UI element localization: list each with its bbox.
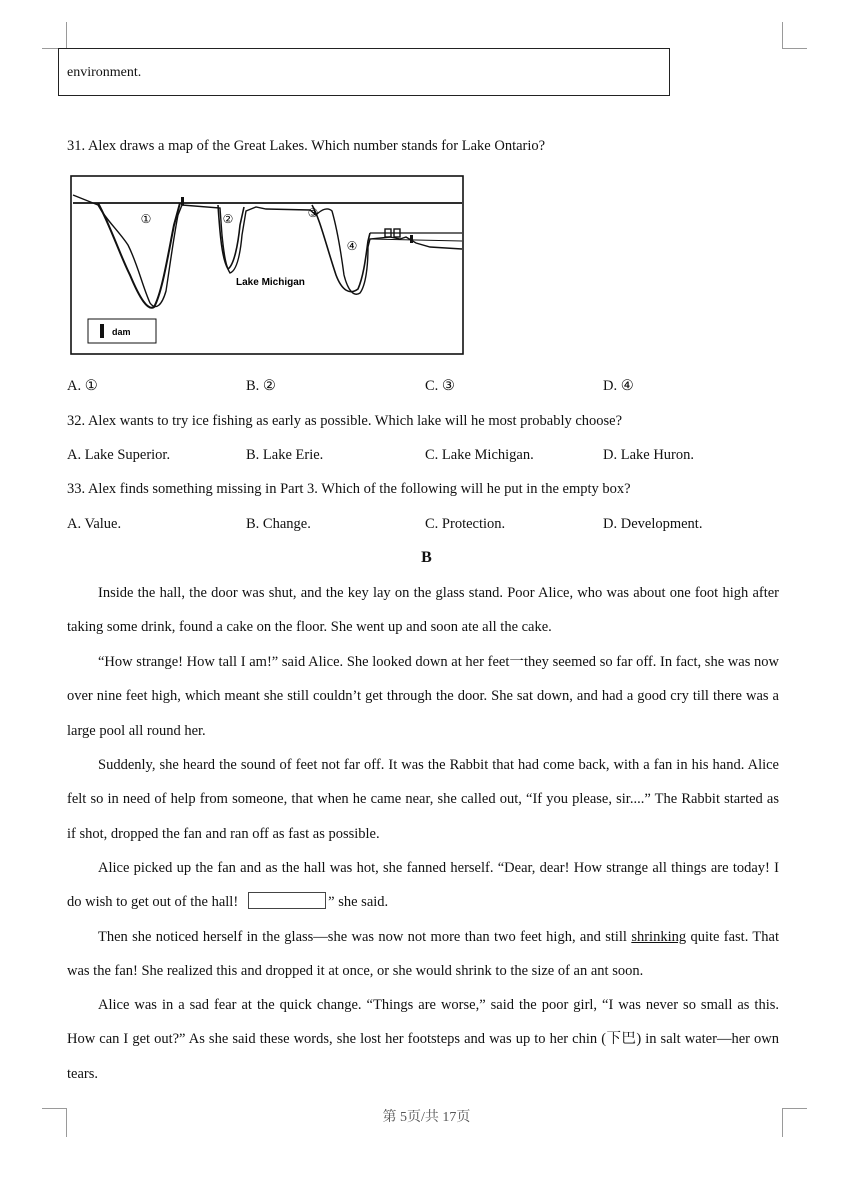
q32-option-d: D. Lake Huron. — [603, 447, 695, 463]
map-label-4: ④ — [346, 239, 358, 253]
map-label-3: ③ — [307, 206, 319, 220]
underlined-word-shrinking: shrinking — [631, 929, 687, 945]
paragraph-4-text-after: ” she said. — [328, 894, 389, 911]
q31-option-d: D. ④ — [603, 378, 634, 394]
answer-blank-box — [248, 892, 326, 909]
q31-option-c: C. ③ — [425, 378, 455, 394]
map-label-2: ② — [222, 212, 234, 226]
question-31: 31. Alex draws a map of the Great Lakes. Which number stands for Lake Ontario? — [67, 138, 546, 154]
q31-option-a: A. ① — [67, 378, 98, 394]
paragraph-5-text-after: quite fast. That was the fan! She realized this and dropped it at once, or she would shrink to the size of an ant soon. — [67, 929, 779, 980]
passage-paragraph-6: Alice was in a sad fear at the quick change. “Things are worse,” said the poor girl, “I was never so small as this. How can I get out?” As she said these words, she lost her footsteps and was up to her chin (下巴) in salt water—her own tears. — [67, 997, 779, 1082]
text-box-previous — [58, 48, 670, 96]
page-footer: 第 5页/共 17页 — [382, 1110, 471, 1125]
passage-paragraph-4 — [67, 851, 779, 920]
q32-option-c: C. Lake Michigan. — [425, 447, 534, 463]
passage-paragraph-2: “How strange! How tall I am!” said Alice. She looked down at her feet一they seemed so far off. In fact, she was now over nine feet high, which meant she still couldn’t get through the door. She sat down, and had a good cry till there was a large pool all round her. — [67, 654, 779, 739]
corner-mark-top-left — [42, 22, 67, 49]
map-label-lake-michigan: Lake Michigan — [236, 277, 305, 288]
great-lakes-map — [70, 175, 464, 355]
map-legend-dam: dam — [112, 327, 131, 337]
passage-paragraph-3: Suddenly, she heard the sound of feet not far off. It was the Rabbit that had come back, with a fan in his hand. Alice felt so in need of help from someone, that when he came near, she called out, “If you please, sir....” The Rabbit started as if shot, dropped the fan and ran off as fast as possible. — [67, 757, 779, 842]
passage-paragraph-1: Inside the hall, the door was shut, and the key lay on the glass stand. Poor Alice, who was about one foot high after taking some drink, found a cake on the floor. She went up and soon ate all the cake. — [67, 585, 779, 636]
corner-mark-top-right — [782, 22, 807, 49]
paragraph-5-text-before: Then she noticed herself in the glass—she was now not more than two feet high, and still — [98, 929, 632, 945]
q33-option-b: B. Change. — [246, 516, 311, 532]
q33-option-a: A. Value. — [67, 516, 122, 532]
map-label-1: ① — [140, 212, 152, 226]
paragraph-4-text-before: Alice picked up the fan and as the hall was hot, she fanned herself. “Dear, dear! How strange all things are today! I do wish to get out of the hall! — [67, 860, 779, 911]
question-33: 33. Alex finds something missing in Part 3. Which of the following will he put in the empty box? — [67, 481, 631, 497]
q33-option-c: C. Protection. — [425, 516, 506, 532]
q32-option-b: B. Lake Erie. — [246, 447, 324, 463]
question-32: 32. Alex wants to try ice fishing as early as possible. Which lake will he most probably choose? — [67, 413, 623, 429]
q32-option-a: A. Lake Superior. — [67, 447, 171, 463]
text-box-content: environment. — [67, 65, 142, 80]
q33-option-d: D. Development. — [603, 516, 703, 532]
passage-paragraph-5 — [67, 920, 779, 989]
q31-option-b: B. ② — [246, 378, 276, 394]
section-heading-b: B — [421, 549, 432, 566]
